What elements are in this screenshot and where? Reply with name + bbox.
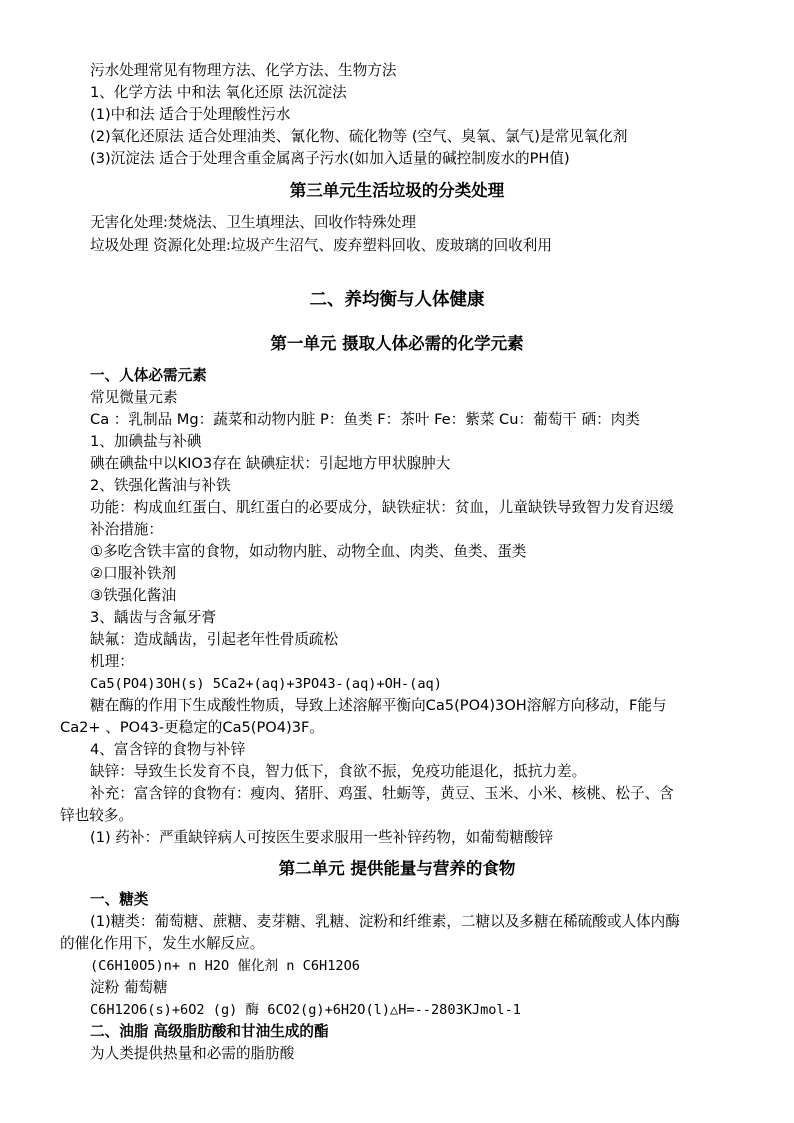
text-line: 机理：	[90, 653, 134, 670]
text-line: (1)中和法 适合于处理酸性污水	[90, 106, 291, 123]
text-line: 1、加碘盐与补碘	[90, 433, 202, 450]
text-line: 2、铁强化酱油与补铁	[90, 477, 231, 494]
section-heading: 第三单元生活垃圾的分类处理	[289, 181, 505, 200]
text-line: 为人类提供热量和必需的脂肪酸	[90, 1045, 295, 1062]
subsection-heading: 一、人体必需元素	[90, 367, 207, 384]
text-line: 的催化作用下，发生水解反应。	[60, 935, 265, 952]
text-line: ①多吃含铁丰富的食物，如动物内脏、动物全血、肉类、鱼类、蛋类	[90, 543, 527, 560]
text-line: 4、富含锌的食物与补锌	[90, 741, 246, 758]
text-line: ②口服补铁剂	[90, 565, 177, 582]
text-line: 淀粉 葡萄糖	[90, 979, 168, 996]
text-line: 常见微量元素	[90, 389, 178, 406]
section-heading: 第二单元 提供能量与营养的食物	[278, 859, 516, 878]
chapter-heading: 二、养均衡与人体健康	[309, 290, 485, 310]
text-line: 锌也较多。	[60, 807, 133, 824]
text-line: 缺氟：造成龋齿，引起老年性骨质疏松	[90, 631, 339, 648]
text-line: 3、龋齿与含氟牙膏	[90, 609, 217, 626]
text-line: 污水处理常见有物理方法、化学方法、生物方法	[90, 62, 397, 79]
formula-line: C6H12O6(s)+6O2 (g) 酶 6CO2(g)+6H2O(l)△H=--2803KJmol-1	[90, 1002, 521, 1018]
text-line: (1) 药补：严重缺锌病人可按医生要求服用一些补锌药物，如葡萄糖酸锌	[90, 829, 554, 846]
text-line: Ca2+ 、PO43-更稳定的Ca5(PO4)3F。	[60, 719, 325, 736]
formula-line: (C6H10O5)n+ n H2O 催化剂 n C6H12O6	[90, 958, 360, 974]
text-line: 碘在碘盐中以KIO3存在 缺碘症状：引起地方甲状腺肿大	[90, 455, 451, 472]
text-line: 缺锌：导致生长发育不良，智力低下，食欲不振，免疫功能退化，抵抗力差。	[90, 763, 587, 780]
text-line: 无害化处理:焚烧法、卫生填埋法、回收作特殊处理	[90, 214, 416, 231]
text-line: ③铁强化酱油	[90, 587, 177, 604]
formula-line: Ca5(PO4)3OH(s) 5Ca2+(aq)+3PO43-(aq)+OH-(aq)	[90, 676, 442, 692]
text-line: (2)氧化还原法 适合处理油类、氰化物、硫化物等 (空气、臭氧、氯气)是常见氧化剂	[90, 128, 628, 145]
text-line: 补充：富含锌的食物有：瘦肉、猪肝、鸡蛋、牡蛎等，黄豆、玉米、小米、核桃、松子、含	[90, 785, 674, 802]
section-heading: 第一单元 摄取人体必需的化学元素	[270, 334, 524, 353]
text-line: 1、化学方法 中和法 氧化还原 法沉淀法	[90, 84, 347, 101]
text-line: 功能：构成血红蛋白、肌红蛋白的必要成分，缺铁症状：贫血，儿童缺铁导致智力发育迟缓	[90, 499, 674, 516]
subsection-heading: 一、糖类	[90, 891, 149, 908]
text-line: 垃圾处理 资源化处理:垃圾产生沼气、废弃塑料回收、废玻璃的回收利用	[90, 237, 552, 254]
subsection-heading: 二、油脂 高级脂肪酸和甘油生成的酯	[90, 1023, 329, 1040]
text-line: Ca ：乳制品 Mg：蔬菜和动物内脏 P：鱼类 F：茶叶 Fe：紫菜 Cu：葡萄干 硒：肉类	[90, 411, 640, 428]
text-line: (1)糖类：葡萄糖、蔗糖、麦芽糖、乳糖、淀粉和纤维素，二糖以及多糖在稀硫酸或人体内酶	[90, 913, 680, 930]
text-line: (3)沉淀法 适合于处理含重金属离子污水(如加入适量的碱控制废水的PH值)	[90, 150, 570, 167]
text-line: 补治措施：	[90, 521, 163, 538]
text-line: 糖在酶的作用下生成酸性物质，导致上述溶解平衡向Ca5(PO4)3OH溶解方向移动，F能与	[90, 697, 667, 714]
